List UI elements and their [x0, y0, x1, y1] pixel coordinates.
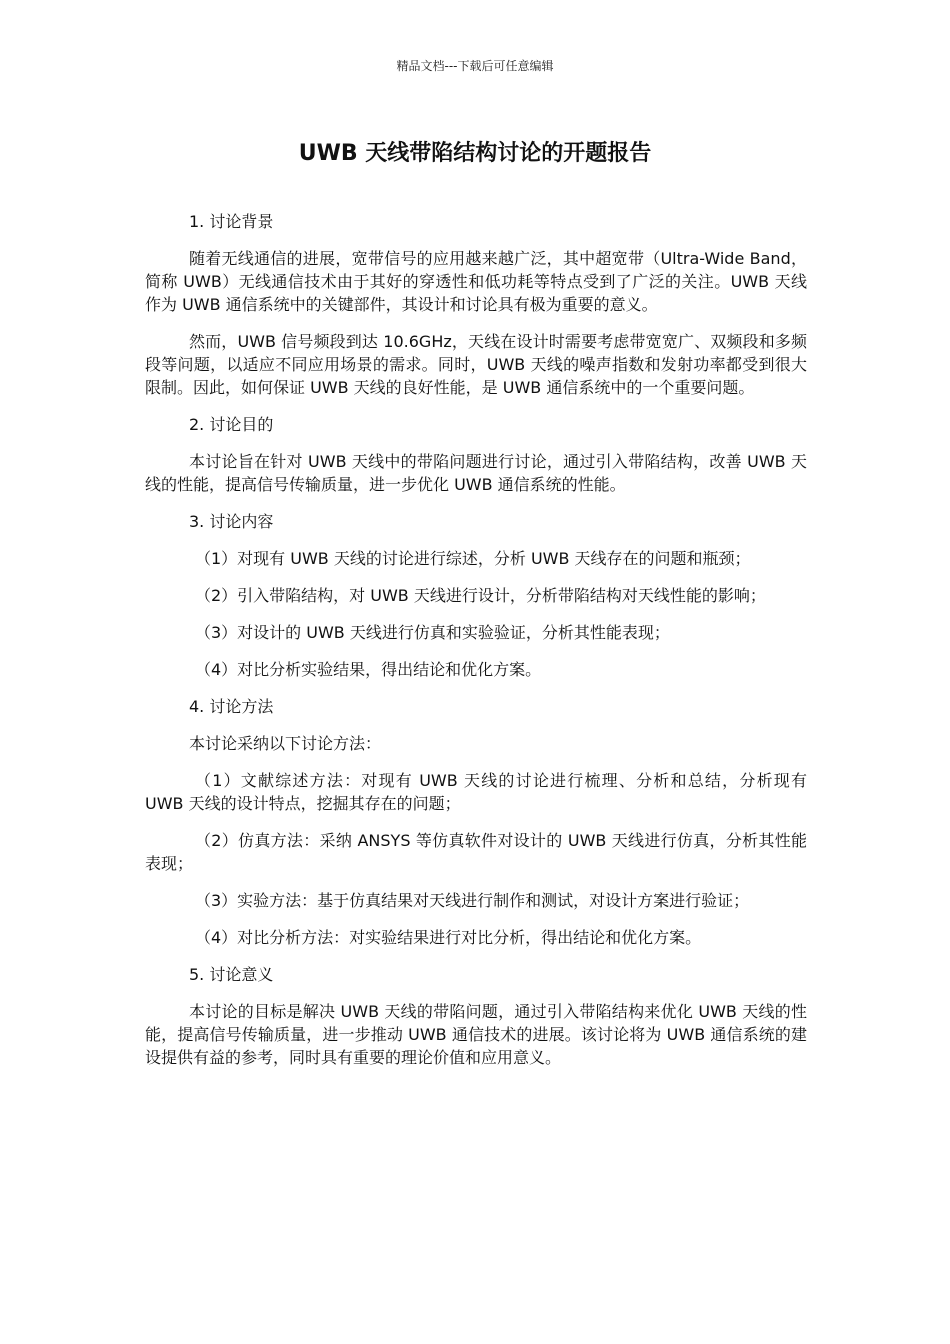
- content-list-item: （4）对比分析实验结果，得出结论和优化方案。: [195, 660, 542, 679]
- section-heading-significance: 5. 讨论意义: [189, 965, 274, 984]
- background-paragraph: 然而，UWB 信号频段到达 10.6GHz，天线在设计时需要考虑带宽宽广、双频段和多频段等问题，以适应不同应用场景的需求。同时，UWB 天线的噪声指数和发射功率都受到很大限制。因此，如何保证 UWB 天线的良好性能，是 UWB 通信系统中的一个重要问题。: [145, 332, 807, 397]
- content-list-item: （3）对设计的 UWB 天线进行仿真和实验验证，分析其性能表现；: [195, 623, 670, 642]
- methods-list-item: （4）对比分析方法：对实验结果进行对比分析，得出结论和优化方案。: [195, 928, 702, 947]
- methods-intro: 本讨论采纳以下讨论方法：: [189, 734, 382, 753]
- purpose-paragraph: 本讨论旨在针对 UWB 天线中的带陷问题进行讨论，通过引入带陷结构，改善 UWB 天线的性能，提高信号传输质量，进一步优化 UWB 通信系统的性能。: [145, 452, 807, 494]
- section-heading-purpose: 2. 讨论目的: [189, 415, 274, 434]
- methods-list-item: （1）文献综述方法：对现有 UWB 天线的讨论进行梳理、分析和总结，分析现有 UWB 天线的设计特点，挖掘其存在的问题；: [145, 771, 807, 813]
- methods-list-item: （2）仿真方法：采纳 ANSYS 等仿真软件对设计的 UWB 天线进行仿真，分析其性能表现；: [145, 831, 807, 873]
- background-paragraph: 随着无线通信的进展，宽带信号的应用越来越广泛，其中超宽带（Ultra-Wide Band，简称 UWB）无线通信技术由于其好的穿透性和低功耗等特点受到了广泛的关注。UWB 天线作为 UWB 通信系统中的关键部件，其设计和讨论具有极为重要的意义。: [145, 249, 807, 314]
- section-heading-methods: 4. 讨论方法: [189, 697, 274, 716]
- content-list-item: （1）对现有 UWB 天线的讨论进行综述，分析 UWB 天线存在的问题和瓶颈；: [195, 549, 751, 568]
- methods-list-item: （3）实验方法：基于仿真结果对天线进行制作和测试，对设计方案进行验证；: [195, 891, 750, 910]
- significance-paragraph: 本讨论的目标是解决 UWB 天线的带陷问题，通过引入带陷结构来优化 UWB 天线的性能，提高信号传输质量，进一步推动 UWB 通信技术的进展。该讨论将为 UWB 通信系统的建设提供有益的参考，同时具有重要的理论价值和应用意义。: [145, 1002, 807, 1067]
- header-note: 精品文档---下载后可任意编辑: [396, 59, 554, 73]
- section-heading-background: 1. 讨论背景: [189, 212, 274, 231]
- section-heading-content: 3. 讨论内容: [189, 512, 274, 531]
- document-body: [145, 210, 807, 1083]
- document-title: UWB 天线带陷结构讨论的开题报告: [298, 141, 652, 166]
- content-list-item: （2）引入带陷结构，对 UWB 天线进行设计，分析带陷结构对天线性能的影响；: [195, 586, 766, 605]
